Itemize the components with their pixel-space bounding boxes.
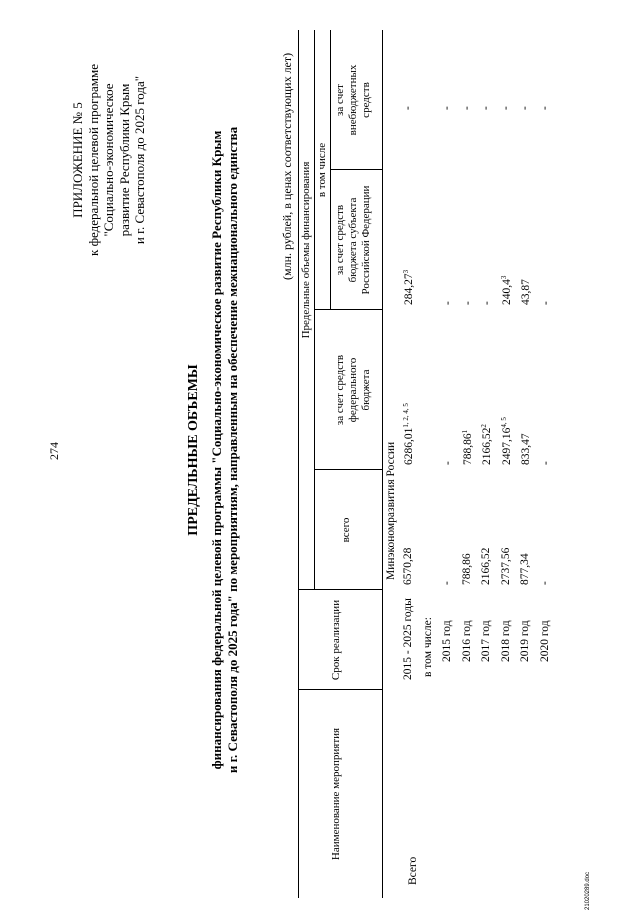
header-total: всего — [340, 517, 352, 543]
cell-total: 2737,56 — [499, 547, 512, 585]
cell-total: 788,86 — [460, 553, 473, 585]
cell-term: 2017 год — [480, 620, 492, 662]
cell-total: 6570,28 — [402, 547, 414, 585]
cell-term: 2015 год — [441, 620, 453, 662]
cell-federal: 788,86$^1$ — [460, 429, 474, 465]
cell-extra: - — [538, 106, 551, 110]
annex-line: "Социально-экономическое — [101, 83, 117, 237]
cell-regional: - — [481, 301, 493, 305]
cell-extra: - — [499, 106, 512, 110]
cell-regional: 240,4$^3$ — [499, 275, 513, 305]
annex-block — [70, 30, 148, 290]
cell-federal: 2166,52$^2$ — [480, 424, 493, 465]
document-heading — [185, 120, 241, 780]
limits-header-border — [314, 30, 315, 590]
cell-federal: 6286,01$^{1, 2, 4, 5}$ — [402, 403, 415, 465]
cell-term: 2019 год — [519, 620, 531, 662]
footnote-marker: 1, 2, 4, 5 — [402, 403, 410, 428]
row-label-total: Всего — [407, 856, 419, 885]
cell-federal: 2497,16$^{4, 5}$ — [499, 417, 513, 465]
cell-term: 2015 - 2025 годы — [402, 598, 414, 680]
header-name: Наименование мероприятия — [330, 727, 342, 861]
header-limits: Предельные объемы финансирования — [300, 161, 312, 339]
cell-term: 2018 год — [499, 620, 512, 662]
cell-total: - — [441, 581, 453, 585]
cell-term: 2020 год — [538, 620, 551, 662]
including-header-border — [330, 30, 331, 310]
annex-line: развитие Республики Крым — [116, 83, 132, 237]
cell-total: - — [538, 581, 551, 585]
annex-line: и г. Севастополя до 2025 года" — [132, 75, 148, 245]
header-regional: за счет средств бюджета субъекта Российской Федерации — [334, 185, 373, 295]
file-code: 21020289.doc — [585, 871, 591, 910]
header-federal: за счет средств федерального бюджета — [334, 354, 373, 426]
annex-line: к федеральной целевой программе — [85, 64, 101, 256]
cell-federal: - — [442, 461, 454, 465]
annex-line: ПРИЛОЖЕНИЕ № 5 — [70, 102, 85, 218]
cell-total: 877,34 — [519, 553, 531, 585]
cell-extra: - — [460, 106, 473, 110]
document-title: ПРЕДЕЛЬНЫЕ ОБЪЕМЫ — [186, 364, 201, 536]
cell-regional: 43,87 — [520, 279, 532, 305]
cell-federal: - — [539, 461, 552, 465]
rotated-document-page — [40, 10, 600, 910]
cell-regional: - — [539, 301, 552, 305]
footnote-marker: 3 — [499, 275, 508, 280]
header-term: Срок реализации — [330, 599, 342, 681]
cell-regional: 284,27$^3$ — [402, 269, 415, 305]
header-bottom-border — [382, 30, 383, 898]
footnote-marker: 3 — [402, 269, 410, 274]
header-extra: за счет внебюджетных средств — [334, 64, 373, 136]
cell-extra: - — [441, 106, 453, 110]
heading-line: и г. Севастополя до 2025 года" по мероприятиям, направленным на обеспечение межнационального единства — [224, 126, 240, 774]
cell-extra: - — [402, 106, 414, 110]
cell-regional: - — [442, 301, 454, 305]
cell-extra: - — [480, 106, 492, 110]
heading-line: финансирования федеральной целевой программы "Социально-экономическое развитие Республики Крым — [208, 130, 224, 770]
cell-total: 2166,52 — [480, 547, 492, 585]
cell-extra: - — [519, 106, 531, 110]
page-number: 274 — [47, 442, 61, 460]
cell-regional: - — [461, 301, 474, 305]
ministry-label: Минэкономразвития России — [385, 441, 397, 580]
footnote-marker: 2 — [480, 424, 488, 428]
cell-term: в том числе: — [421, 617, 434, 677]
units-note: (млн. рублей, в ценах соответствующих лет) — [280, 52, 294, 280]
cell-federal: 833,47 — [520, 433, 532, 465]
table-top-border — [298, 30, 299, 898]
header-including: в том числе — [316, 142, 328, 198]
footnote-marker: 1 — [460, 429, 469, 434]
footnote-marker: 4, 5 — [499, 417, 508, 428]
cell-term: 2016 год — [460, 620, 473, 662]
